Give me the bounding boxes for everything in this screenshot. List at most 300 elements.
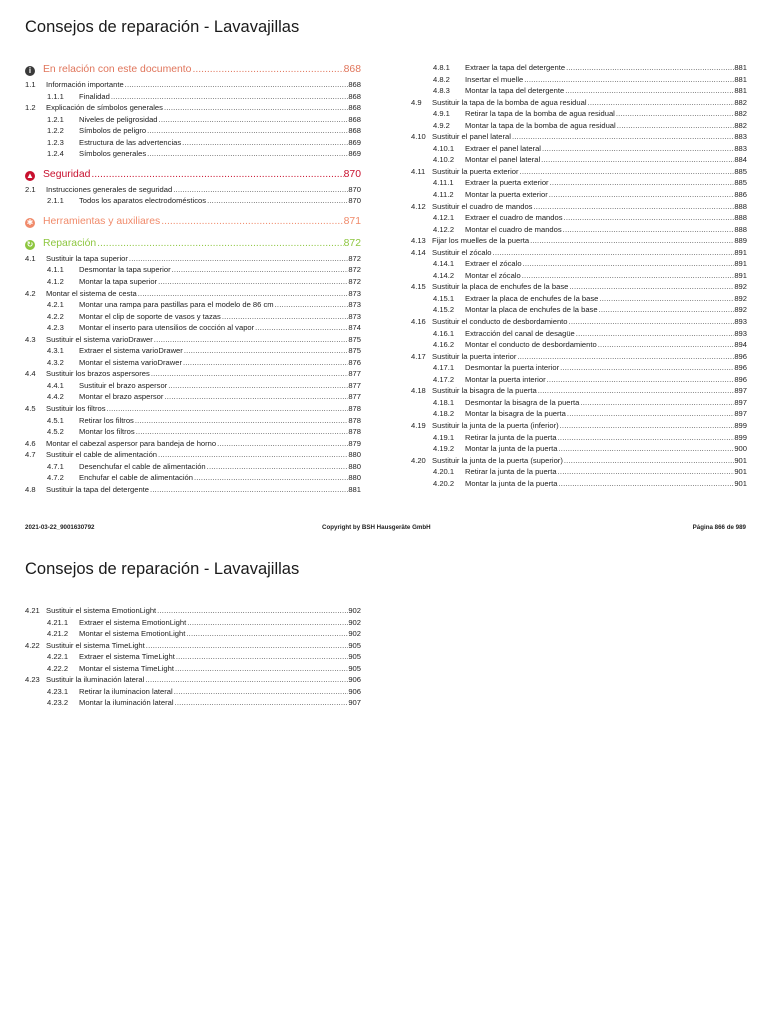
toc-entry-number: 4.1.1 <box>47 265 64 275</box>
toc-page-number: 884 <box>734 155 747 165</box>
toc-entry-title: Sustituir la iluminación lateral <box>46 675 145 685</box>
toc-subentry[interactable] <box>25 426 361 438</box>
toc-entry-number: 4.1.2 <box>47 277 64 287</box>
dot-leader <box>174 663 348 675</box>
toc-entry-title: Extraer el sistema varioDrawer <box>79 346 183 356</box>
toc-entry-number: 4.14.1 <box>433 259 455 269</box>
dot-leader <box>579 397 734 409</box>
toc-entry-title: Enchufar el cable de alimentación <box>79 473 193 483</box>
toc-entry-title: Retirar los filtros <box>79 415 134 425</box>
toc-subentry[interactable] <box>411 212 747 224</box>
dot-leader <box>565 62 734 74</box>
toc-entry-number: 4.16.2 <box>433 340 455 350</box>
toc-entry-number: 4.18.2 <box>433 409 455 419</box>
dot-leader <box>206 461 349 473</box>
toc-page-number: 877 <box>348 380 361 390</box>
toc-subentry[interactable] <box>25 472 361 484</box>
toc-subentry[interactable] <box>411 189 747 201</box>
footer-page-label: Página 866 de 989 <box>692 524 746 531</box>
toc-entry-title: Sustituir la tapa del detergente <box>46 484 150 494</box>
toc-entry-number: 4.17.2 <box>433 374 455 384</box>
toc-subentry[interactable] <box>25 345 361 357</box>
toc-entry-number: 4.16.1 <box>433 328 455 338</box>
toc-entry[interactable] <box>25 484 361 496</box>
toc-entry[interactable] <box>411 166 747 178</box>
toc-entry[interactable] <box>25 640 361 652</box>
toc-subentry[interactable] <box>411 304 747 316</box>
toc-entry-number: 4.11.2 <box>433 190 454 200</box>
toc-entry-title: Extraer el zócalo <box>465 259 522 269</box>
toc-page-number: 877 <box>348 369 361 379</box>
toc-entry-number: 4.1 <box>25 253 36 263</box>
toc-entry-title: Montar la tapa del detergente <box>465 86 565 96</box>
toc-page-number: 880 <box>348 450 361 460</box>
dot-leader <box>160 216 343 228</box>
toc-entry[interactable] <box>25 674 361 686</box>
toc-page-number: 876 <box>348 357 361 367</box>
dot-leader <box>145 640 349 652</box>
toc-entry-title: Sustituir la junta de la puerta (inferior) <box>432 420 559 430</box>
toc-page-number: 891 <box>734 270 747 280</box>
toc-section-title: Reparación <box>43 237 97 249</box>
toc-entry-title: Sustituir los filtros <box>46 404 106 414</box>
toc-entry-number: 4.5 <box>25 404 36 414</box>
toc-entry-number: 4.2.1 <box>47 300 64 310</box>
toc-entry-number: 4.8.2 <box>433 74 450 84</box>
toc-page-number: 868 <box>348 103 361 113</box>
toc-entry-number: 4.2.2 <box>47 311 64 321</box>
toc-page-number: 873 <box>348 311 361 321</box>
toc-entry-title: Sustituir el panel lateral <box>432 132 511 142</box>
toc-entry-title: Sustituir los brazos aspersores <box>46 369 150 379</box>
info-icon: i <box>25 66 35 76</box>
toc-entry-number: 1.2.1 <box>47 114 64 124</box>
toc-entry-number: 4.10.1 <box>433 143 455 153</box>
toc-subentry[interactable] <box>411 258 747 270</box>
toc-entry-number: 4.11 <box>411 166 426 176</box>
toc-entry-title: Montar la puerta interior <box>465 374 546 384</box>
toc-entry-number: 4.7.2 <box>47 473 64 483</box>
toc-section-heading[interactable] <box>25 216 361 229</box>
toc-entry-number: 1.2.2 <box>47 126 64 136</box>
dot-leader <box>124 79 349 91</box>
toc-page-number: 868 <box>348 126 361 136</box>
toc-subentry[interactable] <box>411 74 747 86</box>
repair-icon: ↻ <box>26 239 34 249</box>
toc-page-number: 870 <box>348 196 361 206</box>
toc-subentry[interactable] <box>25 617 361 629</box>
toc-entry-number: 4.18 <box>411 386 426 396</box>
toc-subentry[interactable] <box>411 362 747 374</box>
toc-entry-title: Sustituir la tapa de la bomba de agua residual <box>432 97 587 107</box>
toc-entry[interactable] <box>411 201 747 213</box>
toc-entry-number: 4.8.1 <box>433 63 450 72</box>
dot-leader <box>532 201 734 213</box>
toc-entry[interactable] <box>411 351 747 363</box>
toc-subentry[interactable] <box>411 443 747 455</box>
dot-leader <box>564 85 734 97</box>
toc-page-number: 870 <box>343 168 361 180</box>
toc-page-number: 873 <box>348 288 361 298</box>
toc-page-number: 868 <box>348 80 361 89</box>
toc-page-number: 868 <box>343 64 361 75</box>
dot-leader <box>557 432 735 444</box>
toc-entry-title: Símbolos de peligro <box>79 126 147 136</box>
toc-entry-number: 4.17 <box>411 351 426 361</box>
toc-subentry[interactable] <box>411 177 747 189</box>
dot-leader <box>519 166 735 178</box>
toc-page-number: 891 <box>734 247 747 257</box>
dot-leader <box>163 102 348 114</box>
dot-leader <box>193 472 348 484</box>
toc-entry-title: Montar el sistema de cesta <box>46 288 137 298</box>
toc-entry-title: Sustituir el brazo aspersor <box>79 380 168 390</box>
toc-entry-title: Montar el clip de soporte de vasos y tazas <box>79 311 221 321</box>
toc-subentry[interactable] <box>411 339 747 351</box>
toc-entry-title: Montar la placa de enchufes de la base <box>465 305 598 315</box>
toc-entry[interactable] <box>25 449 361 461</box>
toc-subentry[interactable] <box>25 311 361 323</box>
toc-entry-number: 4.3.2 <box>47 357 64 367</box>
toc-entry-title: Extracción del canal de desagüe <box>465 328 575 338</box>
toc-subentry[interactable] <box>411 154 747 166</box>
dot-leader <box>568 281 734 293</box>
toc-page-number: 896 <box>734 374 747 384</box>
toc-subentry[interactable] <box>25 322 361 334</box>
toc-page-number: 883 <box>734 132 747 142</box>
toc-entry[interactable] <box>411 131 747 143</box>
toc-entry[interactable] <box>25 253 361 265</box>
toc-subentry[interactable] <box>25 651 361 663</box>
toc-entry-number: 4.23.2 <box>47 698 69 708</box>
dot-leader <box>216 438 348 450</box>
dot-leader <box>191 64 343 76</box>
toc-entry[interactable] <box>411 235 747 247</box>
toc-page-number: 872 <box>348 277 361 287</box>
toc-page-number: 875 <box>348 334 361 344</box>
toc-entry-number: 4.2.3 <box>47 323 64 333</box>
toc-page-number: 869 <box>348 137 361 147</box>
toc-subentry[interactable] <box>411 108 747 120</box>
dot-leader <box>128 253 348 265</box>
toc-entry-number: 4.19.2 <box>433 444 455 454</box>
toc-subentry[interactable] <box>25 461 361 473</box>
toc-entry-title: Montar la tapa superior <box>79 277 158 287</box>
toc-entry-title: Sustituir la tapa superior <box>46 253 128 263</box>
toc-entry-title: Extraer el cuadro de mandos <box>465 213 563 223</box>
toc-entry-title: Sustituir el zócalo <box>432 247 492 257</box>
toc-entry-number: 4.17.1 <box>433 363 455 373</box>
toc-entry-title: Información importante <box>46 80 124 89</box>
dot-leader <box>557 478 734 490</box>
toc-page-number: 881 <box>734 63 747 72</box>
dot-leader <box>167 380 348 392</box>
toc-entry-title: Explicación de símbolos generales <box>46 103 163 113</box>
toc-subentry[interactable] <box>25 299 361 311</box>
toc-entry-number: 4.18.1 <box>433 397 455 407</box>
toc-page-number: 881 <box>348 484 361 494</box>
toc-entry[interactable] <box>411 385 747 397</box>
toc-entry[interactable] <box>25 184 361 196</box>
toc-page-number: 897 <box>734 386 747 396</box>
toc-entry-number: 4.9 <box>411 97 422 107</box>
toc-entry-title: Fijar los muelles de la puerta <box>432 236 530 246</box>
toc-subentry[interactable] <box>25 125 361 137</box>
tools-icon: ✱ <box>26 217 34 227</box>
toc-page-number: 900 <box>734 444 747 454</box>
toc-entry[interactable] <box>25 605 361 617</box>
dot-leader <box>137 288 349 300</box>
toc-entry-title: Símbolos generales <box>79 149 147 159</box>
toc-entry-title: Extraer la puerta exterior <box>465 178 549 188</box>
toc-entry-title: Desmontar la bisagra de la puerta <box>465 397 580 407</box>
toc-page-number: 902 <box>348 617 361 627</box>
dot-leader <box>110 91 349 103</box>
toc-page-number: 873 <box>348 300 361 310</box>
toc-page-number: 878 <box>348 404 361 414</box>
toc-subentry[interactable] <box>25 91 361 103</box>
dot-leader <box>153 334 349 346</box>
toc-entry-title: Sustituir la placa de enchufes de la base <box>432 282 569 292</box>
toc-subentry[interactable] <box>25 686 361 698</box>
toc-subentry[interactable] <box>25 628 361 640</box>
toc-entry-number: 4.12.1 <box>433 213 455 223</box>
toc-subentry[interactable] <box>411 293 747 305</box>
toc-entry-number: 1.2 <box>25 103 36 113</box>
toc-page-number: 905 <box>348 640 361 650</box>
toc-entry[interactable] <box>25 288 361 300</box>
toc-section-heading[interactable] <box>25 238 361 251</box>
dot-leader <box>568 316 735 328</box>
toc-entry-title: Niveles de peligrosidad <box>79 114 158 124</box>
toc-entry[interactable] <box>411 97 747 109</box>
toc-page-number: 894 <box>734 340 747 350</box>
toc-entry-number: 4.4 <box>25 369 36 379</box>
toc-page-number: 879 <box>348 438 361 448</box>
toc-entry-title: Todos los aparatos electrodomésticos <box>79 196 207 206</box>
toc-page-number: 868 <box>348 91 361 101</box>
toc-subentry[interactable] <box>25 415 361 427</box>
dot-leader <box>597 339 735 351</box>
toc-subentry[interactable] <box>411 478 747 490</box>
toc-subentry[interactable] <box>411 120 747 132</box>
toc-subentry[interactable] <box>411 374 747 386</box>
toc-entry-number: 4.21.1 <box>47 617 69 627</box>
toc-entry[interactable] <box>25 368 361 380</box>
dot-leader <box>557 466 735 478</box>
dot-leader <box>146 148 348 160</box>
toc-section-heading[interactable] <box>25 64 361 77</box>
toc-entry[interactable] <box>25 102 361 114</box>
toc-page-number: 889 <box>734 236 747 246</box>
toc-subentry[interactable] <box>411 397 747 409</box>
toc-entry[interactable] <box>411 247 747 259</box>
toc-entry-title: Sustituir la puerta interior <box>432 351 517 361</box>
dot-leader <box>511 131 734 143</box>
toc-entry-title: Montar el brazo aspersor <box>79 392 164 402</box>
toc-entry-number: 4.21 <box>25 606 40 615</box>
toc-page-number: 892 <box>734 293 747 303</box>
dot-leader <box>492 247 735 259</box>
warning-icon: ▲ <box>26 170 34 180</box>
toc-page-number: 875 <box>348 346 361 356</box>
toc-entry-number: 4.5.1 <box>47 415 64 425</box>
toc-entry-title: Retirar la junta de la puerta <box>465 432 557 442</box>
toc-entry-title: Extraer la placa de enchufes de la base <box>465 293 599 303</box>
toc-page-number: 906 <box>348 686 361 696</box>
toc-page-number: 891 <box>734 259 747 269</box>
dot-leader <box>206 195 348 207</box>
toc-entry-title: Finalidad <box>79 91 110 101</box>
toc-page-number: 878 <box>348 415 361 425</box>
toc-page-number: 878 <box>348 427 361 437</box>
dot-leader <box>90 169 343 181</box>
dot-leader <box>559 362 734 374</box>
toc-entry[interactable] <box>25 438 361 450</box>
toc-entry-number: 4.10 <box>411 132 426 142</box>
toc-subentry[interactable] <box>411 143 747 155</box>
toc-subentry[interactable] <box>25 391 361 403</box>
toc-entry-number: 4.3 <box>25 334 36 344</box>
toc-subentry[interactable] <box>411 62 747 74</box>
toc-entry-title: Montar el zócalo <box>465 270 521 280</box>
toc-page2-column <box>25 605 361 709</box>
toc-entry-title: Montar una rampa para pastillas para el modelo de 86 cm <box>79 300 274 310</box>
dot-leader <box>171 264 349 276</box>
toc-entry-title: Montar la puerta exterior <box>465 190 548 200</box>
toc-page-number: 902 <box>348 629 361 639</box>
toc-page-number: 871 <box>343 215 361 227</box>
toc-entry-title: Extraer el sistema EmotionLight <box>79 617 187 627</box>
dot-leader <box>173 686 349 698</box>
toc-section-title: En relación con este documento <box>43 64 192 75</box>
toc-entry-number: 4.4.1 <box>47 380 64 390</box>
toc-subentry[interactable] <box>25 148 361 160</box>
toc-page-number: 886 <box>734 190 747 200</box>
toc-entry[interactable] <box>411 316 747 328</box>
toc-entry-title: Sustituir la bisagra de la puerta <box>432 386 537 396</box>
toc-entry-number: 4.2 <box>25 288 36 298</box>
toc-entry-title: Montar el sistema varioDrawer <box>79 357 182 367</box>
dot-leader <box>157 449 348 461</box>
toc-entry-number: 4.12.2 <box>433 224 455 234</box>
dot-leader <box>563 212 735 224</box>
toc-subentry[interactable] <box>411 432 747 444</box>
dot-leader <box>186 617 348 629</box>
toc-subentry[interactable] <box>25 137 361 149</box>
dot-leader <box>559 420 735 432</box>
toc-entry-title: Montar el panel lateral <box>465 155 541 165</box>
dot-leader <box>158 114 349 126</box>
dot-leader <box>175 651 349 663</box>
dot-leader <box>96 238 344 250</box>
toc-entry[interactable] <box>411 281 747 293</box>
toc-subentry[interactable] <box>25 380 361 392</box>
toc-right-column <box>411 62 747 489</box>
toc-entry-title: Sustituir la junta de la puerta (superior) <box>432 455 563 465</box>
toc-entry-number: 4.9.2 <box>433 120 450 130</box>
toc-subentry[interactable] <box>25 663 361 675</box>
toc-entry[interactable] <box>25 403 361 415</box>
toc-page-number: 905 <box>348 663 361 673</box>
toc-entry-number: 4.22.1 <box>47 652 69 662</box>
toc-entry-title: Montar el conducto de desbordamiento <box>465 340 597 350</box>
toc-entry[interactable] <box>25 79 361 91</box>
toc-entry[interactable] <box>411 455 747 467</box>
toc-page-number: 905 <box>348 652 361 662</box>
toc-page-number: 883 <box>734 143 747 153</box>
toc-page-number: 880 <box>348 473 361 483</box>
toc-entry-number: 4.22 <box>25 640 40 650</box>
toc-entry[interactable] <box>25 334 361 346</box>
toc-entry-number: 4.3.1 <box>47 346 64 356</box>
toc-entry-number: 4.22.2 <box>47 663 69 673</box>
dot-leader <box>616 120 735 132</box>
toc-entry-title: Montar el inserto para utensilios de cocción al vapor <box>79 323 255 333</box>
toc-subentry[interactable] <box>25 697 361 709</box>
toc-page-number: 868 <box>348 114 361 124</box>
toc-page-number: 899 <box>734 432 747 442</box>
page-title: Consejos de reparación - Lavavajillas <box>25 18 300 36</box>
toc-page-number: 892 <box>734 282 747 292</box>
toc-subentry[interactable] <box>411 224 747 236</box>
toc-entry-title: Insertar el muelle <box>465 74 524 84</box>
toc-entry-title: Estructura de las advertencias <box>79 137 182 147</box>
toc-page-number: 893 <box>734 328 747 338</box>
toc-page-number: 888 <box>734 201 747 211</box>
dot-leader <box>598 293 734 305</box>
toc-subentry[interactable] <box>25 195 361 207</box>
toc-subentry[interactable] <box>411 270 747 282</box>
toc-subentry[interactable] <box>411 466 747 478</box>
toc-entry-title: Retirar la junta de la puerta <box>465 467 557 477</box>
toc-subentry[interactable] <box>411 328 747 340</box>
toc-subentry[interactable] <box>411 85 747 97</box>
dot-leader <box>134 415 348 427</box>
toc-page-number: 897 <box>734 397 747 407</box>
toc-page-number: 906 <box>348 675 361 685</box>
dot-leader <box>575 328 735 340</box>
toc-entry-number: 4.9.1 <box>433 109 450 119</box>
toc-page-number: 881 <box>734 74 747 84</box>
toc-entry-number: 1.2.3 <box>47 137 64 147</box>
toc-entry-number: 4.15.2 <box>433 305 455 315</box>
toc-entry-title: Desmontar la tapa superior <box>79 265 171 275</box>
dot-leader <box>549 177 735 189</box>
toc-page-number: 888 <box>734 213 747 223</box>
toc-page-number: 872 <box>348 253 361 263</box>
toc-page-number: 902 <box>348 606 361 615</box>
dot-leader <box>149 484 348 496</box>
toc-subentry[interactable] <box>411 408 747 420</box>
toc-subentry[interactable] <box>25 264 361 276</box>
toc-subentry[interactable] <box>25 114 361 126</box>
toc-section-heading[interactable] <box>25 169 361 182</box>
dot-leader <box>174 697 349 709</box>
toc-page-number: 901 <box>734 455 747 465</box>
dot-leader <box>106 403 349 415</box>
toc-subentry[interactable] <box>25 276 361 288</box>
toc-page-number: 893 <box>734 317 747 327</box>
toc-section-title: Seguridad <box>43 168 91 180</box>
toc-subentry[interactable] <box>25 357 361 369</box>
footer-copyright: Copyright by BSH Hausgeräte GmbH <box>322 524 431 531</box>
toc-entry-number: 4.6 <box>25 438 36 448</box>
toc-page-number: 892 <box>734 305 747 315</box>
toc-entry-number: 2.1.1 <box>47 196 64 206</box>
toc-page-number: 901 <box>734 478 747 488</box>
toc-entry[interactable] <box>411 420 747 432</box>
